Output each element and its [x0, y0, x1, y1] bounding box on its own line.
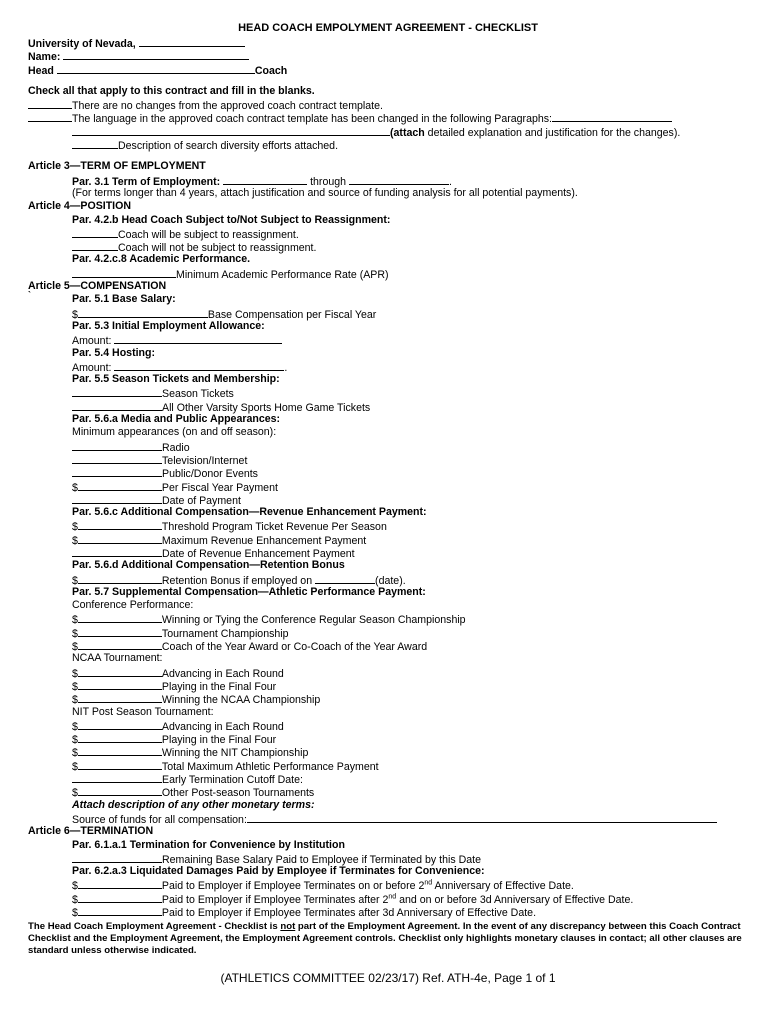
- field-label: Public/Donor Events: [162, 468, 258, 481]
- dollar-sign: $: [72, 641, 78, 654]
- field-label: All Other Varsity Sports Home Game Tickets: [162, 401, 371, 414]
- check-blank[interactable]: [72, 227, 118, 238]
- article-4-heading: Article 4—POSITION: [28, 200, 132, 213]
- paid1-line: [28, 878, 748, 891]
- date-rev-line: [28, 546, 748, 559]
- dollar-sign: $: [72, 308, 78, 321]
- field-label: Maximum Revenue Enhancement Payment: [161, 534, 367, 547]
- apr-blank[interactable]: [72, 267, 176, 278]
- check-changed: [28, 111, 748, 124]
- base-comp-line: [28, 307, 748, 320]
- min-appearances: Minimum appearances (on and off season):: [72, 426, 277, 439]
- date-blank[interactable]: [315, 573, 375, 584]
- page-title: HEAD COACH EMPOLYMENT AGREEMENT - CHECKLIST: [238, 22, 538, 34]
- dollar-sign: $: [72, 521, 78, 534]
- allowance-amount: [28, 333, 748, 346]
- par-3-1: [28, 174, 748, 187]
- ncaa2-line: [28, 679, 748, 692]
- dollar-sign: $: [72, 694, 78, 707]
- retention-line: [28, 573, 748, 586]
- check-diversity: [28, 138, 748, 151]
- ordinal-sup: nd: [388, 893, 397, 901]
- apr-label: Minimum Academic Performance Rate (APR): [176, 268, 389, 281]
- head-label: Head: [28, 64, 54, 77]
- early-term-line: [28, 772, 748, 785]
- source-blank[interactable]: [247, 812, 717, 823]
- field-label: Advancing in Each Round: [161, 667, 284, 680]
- date-pay-line: [28, 493, 748, 506]
- par-label: Par. 3.1 Term of Employment:: [72, 175, 221, 188]
- amount-blank[interactable]: [78, 732, 162, 743]
- apr-line: [28, 267, 748, 280]
- par-5-5: Par. 5.5 Season Tickets and Membership:: [72, 373, 280, 386]
- field-label-rest: Anniversary of Effective Date.: [432, 880, 574, 893]
- field-label-rest: and on or before 3d Anniversary of Effective Date.: [396, 893, 634, 906]
- amount-blank[interactable]: [78, 480, 162, 491]
- term-start-blank[interactable]: [223, 174, 307, 185]
- par-5-6-d: Par. 5.6.d Additional Compensation—Retention Bonus: [72, 559, 345, 572]
- par-5-1: [28, 290, 748, 306]
- source-funds-line: [28, 812, 748, 825]
- field-label: Winning the NCAA Championship: [161, 694, 321, 707]
- ordinal-sup: nd: [424, 879, 433, 887]
- amount-blank[interactable]: [78, 626, 162, 637]
- amount-blank[interactable]: [78, 745, 162, 756]
- dollar-sign: $: [72, 680, 78, 693]
- term-end-blank[interactable]: [349, 174, 449, 185]
- par-4-2-c-8: Par. 4.2.c.8 Academic Performance.: [72, 253, 251, 266]
- checklist-page: [28, 22, 748, 985]
- check-text: The language in the approved coach contract template has been changed in the following Paragraphs:: [72, 113, 552, 126]
- check-text: Coach will not be subject to reassignment.: [118, 242, 317, 255]
- paragraphs-blank[interactable]: [552, 111, 672, 122]
- par-5-4: Par. 5.4 Hosting:: [72, 346, 156, 359]
- amount-blank[interactable]: [78, 905, 162, 916]
- page-footer: (ATHLETICS COMMITTEE 02/23/17) Ref. ATH-4e, Page 1 of 1: [220, 971, 556, 986]
- article-5-heading: Article 5—COMPENSATION: [28, 280, 167, 293]
- disclaimer-note: [28, 921, 748, 957]
- field-label: Base Compensation per Fiscal Year: [207, 308, 377, 321]
- field-label: Early Termination Cutoff Date:: [162, 774, 303, 787]
- remaining-line: [28, 852, 748, 865]
- attach-description: Attach description of any other monetary terms:: [72, 798, 315, 811]
- dollar-sign: $: [72, 760, 78, 773]
- paid2-line: [28, 892, 748, 905]
- field-blank[interactable]: [72, 453, 162, 464]
- conf-perf-label: Conference Performance:: [72, 599, 194, 612]
- per-fy-line: [28, 480, 748, 493]
- paid3-line: [28, 905, 748, 918]
- name-label: Name:: [28, 51, 61, 64]
- amount-blank[interactable]: [78, 307, 208, 318]
- field-label: Television/Internet: [162, 454, 248, 467]
- period: .: [448, 175, 452, 188]
- university-label: University of Nevada,: [28, 38, 136, 50]
- other-post-line: [28, 785, 748, 798]
- dollar-sign: $: [72, 893, 78, 906]
- university-line: [28, 36, 748, 49]
- dollar-sign: $: [72, 747, 78, 760]
- field-label: Paid to Employer if Employee Terminates on or before 2: [161, 880, 425, 893]
- article-3-heading: Article 3—TERM OF EMPLOYMENT: [28, 160, 206, 173]
- dollar-sign: $: [72, 667, 78, 680]
- field-label: Radio: [162, 441, 190, 454]
- field-label: Advancing in Each Round: [161, 720, 284, 733]
- university-blank[interactable]: [139, 36, 245, 47]
- through-label: through: [310, 175, 347, 188]
- check-text: There are no changes from the approved coach contract template.: [72, 100, 383, 113]
- field-label: Date of Payment: [162, 494, 241, 507]
- paragraphs-blank-2[interactable]: [72, 125, 390, 136]
- amount-blank[interactable]: [78, 679, 162, 690]
- hosting-amount: Amount: .: [72, 361, 288, 374]
- note-text-rest: part of the Employment Agreement. In the event of any discrepancy between this Coach Contract Checklist and the Employment Agreement, the Employment Agreement controls. Checklist only highlights monetary clauses in contact; all other clauses are standard unless otherwise indicated.: [28, 921, 742, 957]
- name-line: [28, 49, 748, 62]
- amount-blank[interactable]: [78, 878, 162, 889]
- amount-blank[interactable]: [78, 573, 162, 584]
- nit1-line: [28, 719, 748, 732]
- amount-blank[interactable]: [78, 519, 162, 530]
- conf3-line: [28, 639, 748, 652]
- dollar-sign: $: [72, 481, 78, 494]
- check-blank[interactable]: [72, 240, 118, 251]
- season-tickets-line: [28, 386, 748, 399]
- date-label: (date).: [375, 574, 406, 587]
- par-4-2-b: Par. 4.2.b Head Coach Subject to/Not Subject to Reassignment:: [72, 213, 391, 226]
- amount-blank[interactable]: [78, 639, 162, 650]
- total-max-line: [28, 759, 748, 772]
- field-label: Date of Revenue Enhancement Payment: [162, 547, 355, 560]
- dollar-sign: $: [72, 574, 78, 587]
- dollar-sign: $: [72, 614, 78, 627]
- dollar-sign: $: [72, 907, 78, 919]
- field-blank[interactable]: [72, 466, 162, 477]
- par-5-6-a: Par. 5.6.a Media and Public Appearances:: [72, 413, 281, 426]
- check-blank[interactable]: [28, 111, 72, 122]
- field-label: Winning or Tying the Conference Regular Season Championship: [161, 614, 466, 627]
- dollar-sign: $: [72, 720, 78, 733]
- max-rev-line: [28, 533, 748, 546]
- field-blank[interactable]: [72, 852, 162, 863]
- field-label: Source of funds for all compensation:: [72, 813, 247, 826]
- amount-blank[interactable]: [78, 692, 162, 703]
- attach-text: detailed explanation and justification for the changes).: [424, 126, 681, 139]
- field-label: Winning the NIT Championship: [161, 747, 309, 760]
- check-subject: [28, 227, 748, 240]
- field-label: Retention Bonus if employed on: [161, 574, 313, 587]
- amount-blank[interactable]: [78, 719, 162, 730]
- field-blank[interactable]: [72, 493, 162, 504]
- amount-blank[interactable]: [78, 533, 162, 544]
- field-label: Other Post-season Tournaments: [161, 787, 315, 800]
- field-blank[interactable]: [72, 772, 162, 783]
- field-label: Tournament Championship: [161, 627, 289, 640]
- par-6-2-a-3: Par. 6.2.a.3 Liquidated Damages Paid by Employee if Terminates for Convenience:: [72, 865, 485, 878]
- dollar-sign: $: [72, 627, 78, 640]
- field-label: Coach of the Year Award or Co-Coach of the Year Award: [161, 641, 428, 654]
- note-text: The Head Coach Employment Agreement - Checklist is: [28, 921, 281, 933]
- field-blank[interactable]: [72, 546, 162, 557]
- attach-label: (attach: [390, 126, 425, 139]
- amount-blank[interactable]: [78, 785, 162, 796]
- field-label: Total Maximum Athletic Performance Payment: [161, 760, 379, 773]
- check-no-changes: [28, 98, 748, 111]
- conf1-line: [28, 612, 748, 625]
- other-tickets-line: [28, 400, 748, 413]
- par-5-7: Par. 5.7 Supplemental Compensation—Athletic Performance Payment:: [72, 585, 426, 598]
- field-label: Season Tickets: [162, 388, 234, 401]
- sport-blank[interactable]: [57, 63, 255, 74]
- dollar-sign: $: [72, 787, 78, 800]
- amount-blank[interactable]: [114, 360, 284, 371]
- events-line: [28, 466, 748, 479]
- field-label: Per Fiscal Year Payment: [161, 481, 278, 494]
- check-text: Coach will be subject to reassignment.: [118, 228, 299, 241]
- note-emphasis: not: [280, 921, 296, 933]
- field-label: Playing in the Final Four: [161, 734, 277, 747]
- article-6-heading: Article 6—TERMINATION: [28, 825, 154, 838]
- tv-line: [28, 453, 748, 466]
- conf2-line: [28, 626, 748, 639]
- ncaa3-line: [28, 692, 748, 705]
- field-blank[interactable]: [72, 440, 162, 451]
- field-blank[interactable]: [72, 386, 162, 397]
- stray-mark: `: [28, 290, 31, 301]
- amount-blank[interactable]: [78, 666, 162, 677]
- field-label: Playing in the Final Four: [161, 680, 277, 693]
- nit-label: NIT Post Season Tournament:: [72, 705, 214, 718]
- amount-blank[interactable]: [78, 759, 162, 770]
- check-attach: [28, 125, 748, 138]
- instructions: Check all that apply to this contract and fill in the blanks.: [28, 84, 315, 97]
- threshold-line: [28, 519, 748, 532]
- field-label: Remaining Base Salary Paid to Employee if Terminated by this Date: [162, 853, 481, 866]
- amount-blank[interactable]: [78, 612, 162, 623]
- dollar-sign: $: [72, 734, 78, 747]
- term-note: (For terms longer than 4 years, attach justification and source of funding analysis for all potential payments).: [72, 186, 578, 199]
- amount-blank[interactable]: [78, 892, 162, 903]
- check-blank[interactable]: [72, 138, 118, 149]
- amount-label: Amount:: [72, 361, 112, 374]
- amount-blank[interactable]: [114, 333, 282, 344]
- check-text: Description of search diversity efforts attached.: [118, 140, 339, 153]
- check-blank[interactable]: [28, 98, 72, 109]
- amount-label: Amount:: [72, 335, 112, 348]
- par-label: Par. 5.1 Base Salary:: [72, 293, 176, 306]
- par-6-1-a-1: Par. 6.1.a.1 Termination for Convenience by Institution: [72, 838, 345, 851]
- par-5-3: Par. 5.3 Initial Employment Allowance:: [72, 319, 265, 332]
- head-line: [28, 63, 748, 76]
- radio-line: [28, 440, 748, 453]
- field-blank[interactable]: [72, 400, 162, 411]
- par-5-6-c: Par. 5.6.c Additional Compensation—Revenue Enhancement Payment:: [72, 506, 427, 519]
- field-label: Threshold Program Ticket Revenue Per Season: [161, 521, 387, 534]
- field-label: Paid to Employer if Employee Terminates after 2: [161, 893, 389, 906]
- name-blank[interactable]: [63, 49, 249, 60]
- check-not-subject: [28, 240, 748, 253]
- nit2-line: [28, 732, 748, 745]
- coach-label: Coach: [254, 64, 288, 77]
- nit3-line: [28, 745, 748, 758]
- dollar-sign: $: [72, 880, 78, 893]
- field-label: Paid to Employer if Employee Terminates after 3d Anniversary of Effective Date.: [161, 907, 537, 919]
- ncaa1-line: [28, 666, 748, 679]
- dollar-sign: $: [72, 534, 78, 547]
- ncaa-label: NCAA Tournament:: [72, 652, 163, 665]
